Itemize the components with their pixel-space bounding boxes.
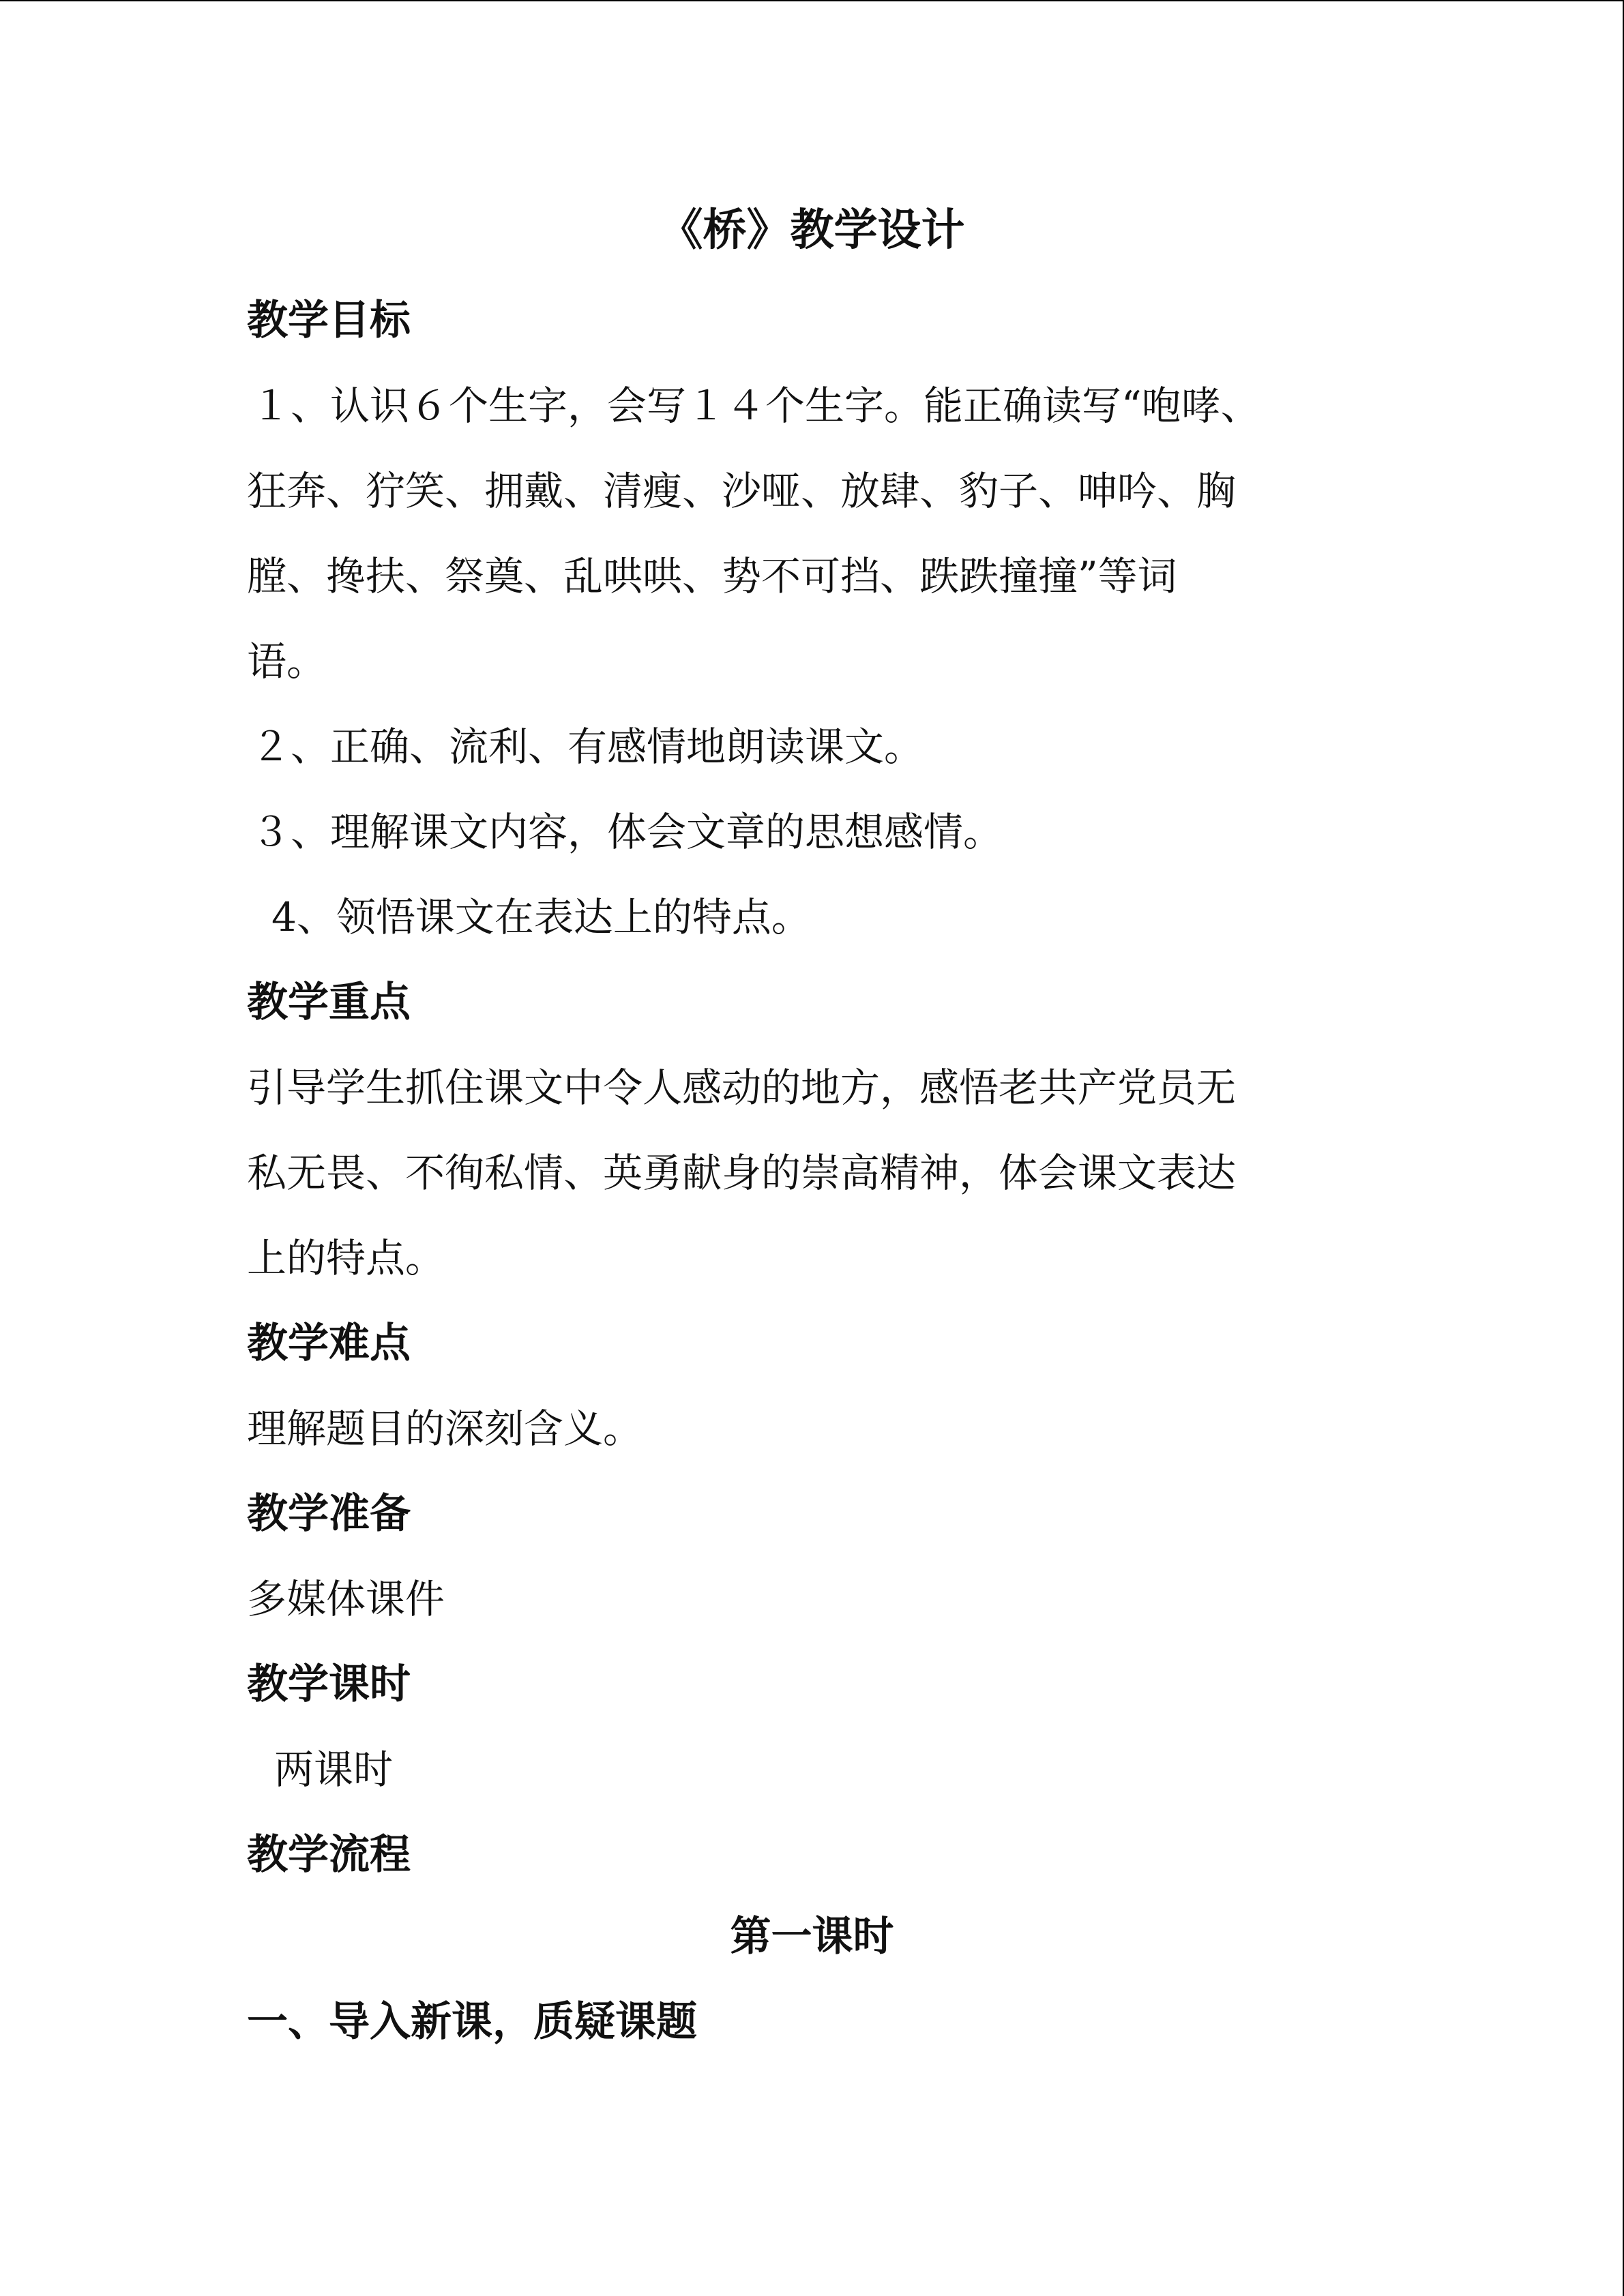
difficulty-text: 理解题目的深刻含义。 <box>247 1405 643 1452</box>
process-heading: 教学流程 <box>247 1831 411 1879</box>
document-title: 《桥》教学设计 <box>659 205 965 256</box>
goal-line-7: 4、领悟课文在表达上的特点。 <box>271 894 811 940</box>
key-points-line-1: 引导学生抓住课文中令人感动的地方，感悟老共产党员无 <box>247 1064 1237 1111</box>
goal-line-4: 语。 <box>247 638 327 685</box>
hours-text: 两课时 <box>274 1746 394 1793</box>
key-points-line-2: 私无畏、不徇私情、英勇献身的崇高精神，体会课文表达 <box>247 1150 1237 1196</box>
goal-line-1: １、认识６个生字，会写１４个生字。能正确读写“咆哮、 <box>251 383 1260 429</box>
difficulty-heading: 教学难点 <box>247 1320 411 1367</box>
goal-line-3: 膛、搀扶、祭奠、乱哄哄、势不可挡、跌跌撞撞”等词 <box>247 553 1177 599</box>
preparation-heading: 教学准备 <box>247 1490 411 1538</box>
goals-heading: 教学目标 <box>247 297 411 344</box>
goal-line-2: 狂奔、狞笑、拥戴、清瘦、沙哑、放肆、豹子、呻吟、胸 <box>247 468 1237 514</box>
key-points-line-3: 上的特点。 <box>247 1235 445 1281</box>
preparation-text: 多媒体课件 <box>247 1576 445 1622</box>
lesson-one-heading: 第一课时 <box>730 1913 894 1960</box>
goal-line-6: ３、理解课文内容，体会文章的思想感情。 <box>251 809 1003 855</box>
key-points-heading: 教学重点 <box>247 979 411 1026</box>
hours-heading: 教学课时 <box>247 1660 411 1708</box>
page-top-border <box>0 0 1624 1</box>
step-one-heading: 一、导入新课，质疑课题 <box>247 1998 697 2046</box>
goal-line-5: ２、正确、流利、有感情地朗读课文。 <box>251 724 924 770</box>
